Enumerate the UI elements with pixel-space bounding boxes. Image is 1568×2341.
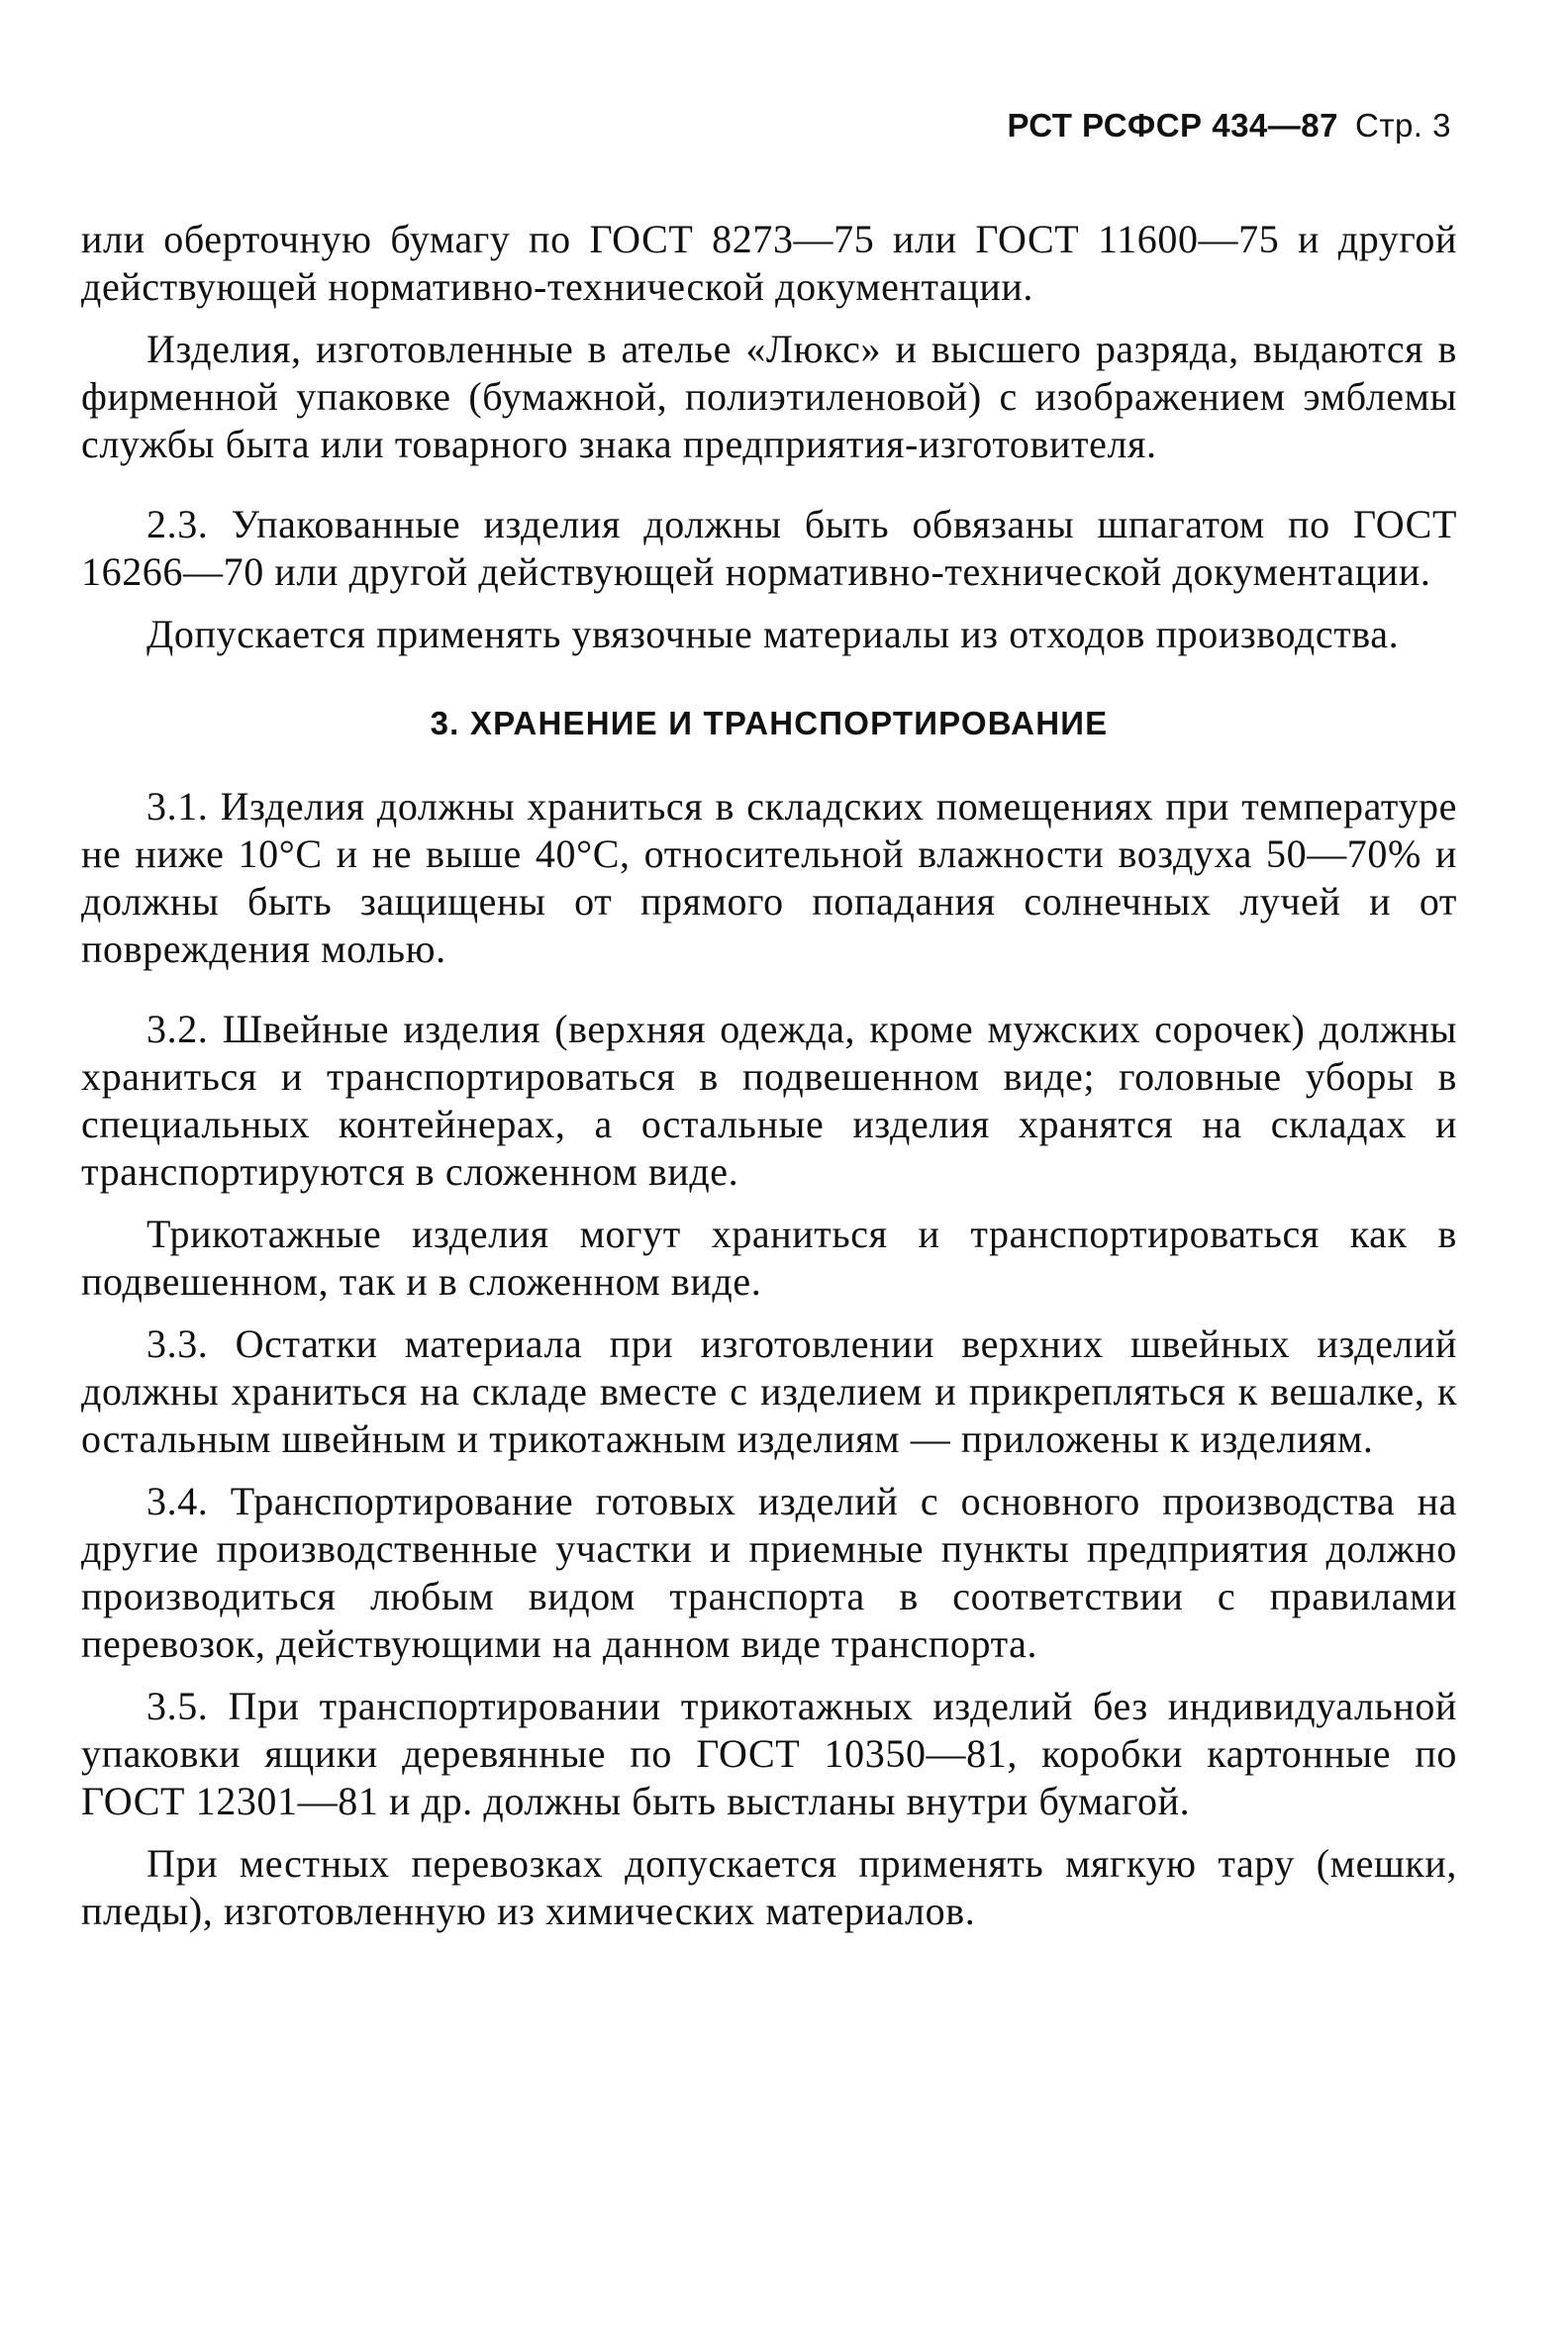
section-3-title: 3. ХРАНЕНИЕ И ТРАНСПОРТИРОВАНИЕ	[430, 705, 1109, 741]
page-number: Стр. 3	[1355, 107, 1451, 144]
paragraph-3-1: 3.1. Изделия должны храниться в складских помещениях при температуре не ниже 10°С и не выше 40°С, относительной влажности воздуха 50—70% и должны быть защищены от прямого попадания солнечных лучей и от повреждения молью.	[81, 784, 1457, 971]
paragraph-continuation: или оберточную бумагу по ГОСТ 8273—75 или ГОСТ 11600—75 и другой действующей нормативно-технической документации.	[81, 217, 1457, 309]
document-body	[81, 216, 1457, 1950]
page-header	[1008, 107, 1452, 146]
paragraph-3-2: 3.2. Швейные изделия (верхняя одежда, кроме мужских сорочек) должны храниться и транспортироваться в подвешенном виде; головные уборы в специальных контейнерах, а остальные изделия хранятся на складах и транспортируются в сложенном виде.	[81, 1007, 1457, 1194]
paragraph-knitwear-storage: Трикотажные изделия могут храниться и транспортироваться как в подвешенном, так и в сложенном виде.	[81, 1212, 1457, 1304]
document-code: РСТ РСФСР 434—87	[1007, 107, 1338, 144]
spacer	[81, 483, 1457, 501]
paragraph-tying-materials: Допускается применять увязочные материалы из отходов производства.	[147, 612, 1400, 656]
paragraph-3-4: 3.4. Транспортирование готовых изделий с основного производства на другие производственные участки и приемные пункты предприятия должно производиться любым видом транспорта в соответствии с правилами перевозок, действующими на данном виде транспорта.	[81, 1479, 1457, 1666]
paragraph-2-3: 2.3. Упакованные изделия должны быть обвязаны шпагатом по ГОСТ 16266—70 или другой действующей нормативно-технической документации.	[81, 502, 1457, 594]
spacer	[81, 988, 1457, 1006]
paragraph-3-3: 3.3. Остатки материала при изготовлении верхних швейных изделий должны храниться на складе вместе с изделием и прикрепляться к вешалке, к остальным швейным и трикотажным изделиям — приложены к изделиям.	[81, 1321, 1457, 1461]
paragraph-local-transport: При местных перевозках допускается применять мягкую тару (мешки, пледы), изготовленную из химических материалов.	[81, 1841, 1457, 1933]
paragraph-3-5: 3.5. При транспортировании трикотажных изделий без индивидуальной упаковки ящики деревянные по ГОСТ 10350—81, коробки картонные по ГОСТ 12301—81 и др. должны быть выстланы внутри бумагой.	[81, 1684, 1457, 1823]
paragraph-atelier-packaging: Изделия, изготовленные в ателье «Люкс» и высшего разряда, выдаются в фирменной упаковке (бумажной, полиэтиленовой) с изображением эмблемы службы быта или товарного знака предприятия-изготовителя.	[81, 327, 1457, 466]
